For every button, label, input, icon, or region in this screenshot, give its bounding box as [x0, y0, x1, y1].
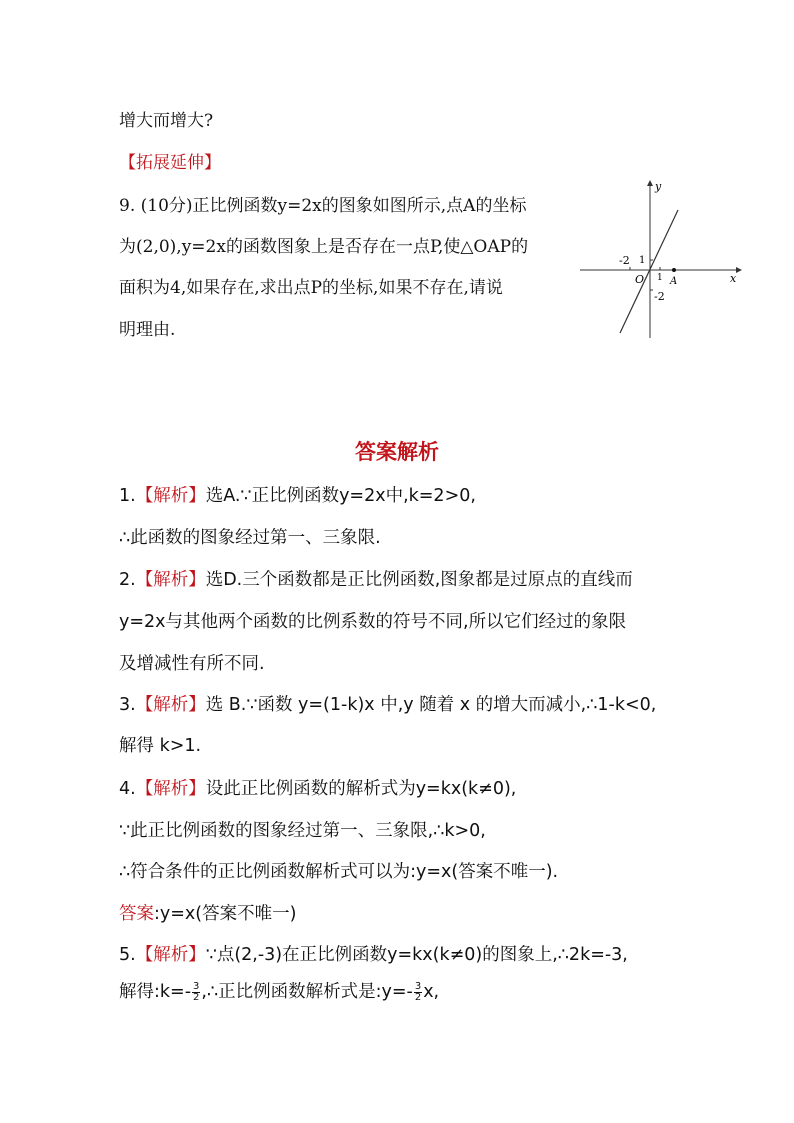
answer-num: 3.	[119, 695, 136, 715]
tick-1-x: 1	[657, 273, 663, 283]
y-axis-arrow	[647, 180, 653, 186]
answer-4-text: 设此正比例函数的解析式为y=kx(k≠0),	[205, 779, 517, 799]
answer-2	[119, 566, 633, 591]
jiexi-label: 【解析】	[135, 695, 206, 715]
continued-text: 增大而增大?	[119, 111, 214, 131]
answer-3	[119, 691, 656, 716]
answer-5-text: ∵点(2,-3)在正比例函数y=kx(k≠0)的图象上,∴2k=-3,	[205, 945, 628, 965]
answer-1-line2: ∴此函数的图象经过第一、三象限.	[119, 528, 381, 548]
answer-4-line3: ∴符合条件的正比例函数解析式可以为:y=x(答案不唯一).	[119, 862, 559, 882]
graph-line	[620, 210, 678, 333]
q9-line4: 明理由.	[119, 320, 176, 340]
answer-1-text: 选A.∵正比例函数y=2x中,k=2>0,	[205, 486, 476, 506]
y-label: y	[655, 180, 662, 193]
answer-5-line2-b: ,∴正比例函数解析式是:y=-	[201, 982, 413, 1002]
answer-3-text: 选 B.∵函数 y=(1-k)x 中,y 随着 x 的增大而减小,∴1-k<0,	[205, 695, 657, 715]
answer-3-line2: 解得 k>1.	[119, 736, 202, 756]
answer-num: 1.	[119, 486, 136, 506]
fraction-3-2: $\frac{3}{2}$	[414, 980, 422, 1003]
answer-4-answer	[119, 900, 296, 925]
answer-5-line2	[119, 978, 439, 1003]
origin-label: O	[635, 273, 645, 286]
x-axis-arrow	[736, 267, 742, 273]
point-a-label: A	[670, 276, 678, 287]
jiexi-label: 【解析】	[135, 945, 206, 965]
section-label: 【拓展延伸】	[119, 153, 221, 173]
q9-line1: 9. (10分)正比例函数y=2x的图象如图所示,点A的坐标	[119, 196, 527, 216]
answer-2-line2: y=2x与其他两个函数的比例系数的符号不同,所以它们经过的象限	[119, 612, 627, 632]
point-a	[672, 268, 676, 272]
answer-4	[119, 775, 516, 800]
function-graph	[578, 178, 743, 340]
q9-line3: 面积为4,如果存在,求出点P的坐标,如果不存在,请说	[119, 278, 503, 298]
fraction-3-2: $\frac{3}{2}$	[193, 980, 200, 1003]
answer-4-line2: ∵此正比例函数的图象经过第一、三象限,∴k>0,	[119, 821, 486, 841]
answer-4-answer-text: :y=x(答案不唯一)	[154, 904, 297, 924]
answer-5-line2-c: x,	[423, 982, 440, 1002]
tick-neg2-x: -2	[619, 254, 630, 267]
answers-title: 答案解析	[355, 440, 439, 464]
tick-neg2-y: -2	[654, 290, 665, 303]
tick-1-y: 1	[639, 255, 646, 266]
x-label: x	[730, 272, 737, 285]
answer-num: 5.	[119, 945, 136, 965]
jiexi-label: 【解析】	[135, 779, 206, 799]
answer-num: 2.	[119, 570, 136, 590]
jiexi-label: 【解析】	[135, 486, 206, 506]
answer-2-line3: 及增减性有所不同.	[119, 654, 265, 674]
answer-5-line2-a: 解得:k=-	[119, 982, 192, 1002]
answer-num: 4.	[119, 779, 136, 799]
answer-5	[119, 941, 628, 966]
answer-tag: 答案	[119, 904, 154, 924]
answer-1	[119, 482, 476, 507]
q9-line2: 为(2,0),y=2x的函数图象上是否存在一点P,使△OAP的	[119, 237, 529, 257]
jiexi-label: 【解析】	[135, 570, 206, 590]
answer-2-text: 选D.三个函数都是正比例函数,图象都是过原点的直线而	[205, 570, 633, 590]
